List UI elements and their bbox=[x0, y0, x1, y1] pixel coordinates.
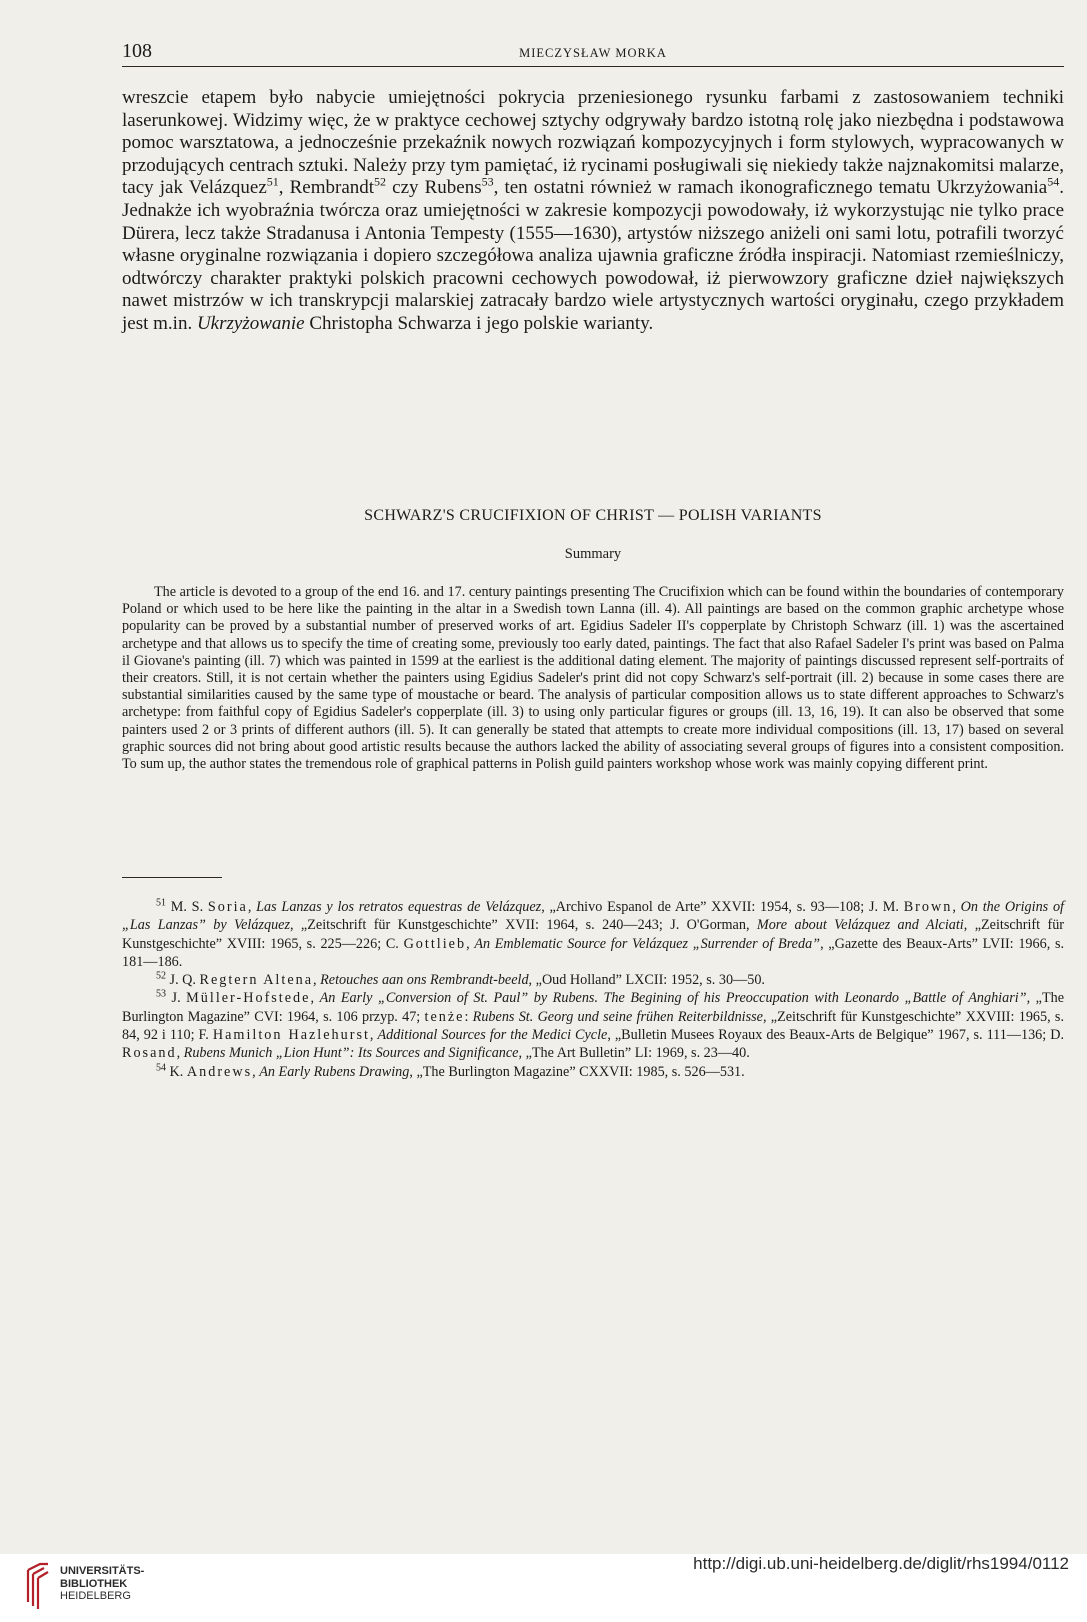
fn-title: Rubens St. Georg und seine frühen Reiterbildnisse bbox=[472, 1008, 763, 1025]
footnote-ref-54[interactable]: 54 bbox=[1047, 175, 1060, 190]
body-text-segment: wreszcie etapem było nabycie umiejętności pokrycia przeniesionego rysunku farbami z zastosowaniem techniki laserunkowej. Widzimy więc, że w praktyce cechowej sztychy odgrywały bardzo istotną rolę jako niezbędna i podstawowa pomoc warsztatowa, a jednocześnie przekaźnik nowych rozwiązań kompozycyjnych i form stylowych, wypracowanych w przodujących centrach sztuki. Należy przy tym pamiętać, iż rycinami posługiwali się niekiedy także najznakomitsi malarze, tacy jak Velázquez bbox=[122, 87, 1064, 199]
fn-title: An Early „Conversion of St. Paul” by Rubens. The Begining of his Preoccupation with Leonardo „Battle of Anghiari” bbox=[319, 990, 1027, 1007]
fn-text: , bbox=[252, 1063, 260, 1080]
library-name-line: BIBLIOTHEK bbox=[60, 1577, 128, 1590]
fn-author: Andrews bbox=[186, 1063, 253, 1080]
fn-text: , bbox=[247, 899, 257, 915]
fn-author: Müller-Hofstede bbox=[186, 990, 311, 1007]
body-text-segment: czy Rubens bbox=[386, 177, 482, 199]
body-text-segment: Christopha Schwarza i jego polskie warianty. bbox=[304, 312, 654, 334]
footnote-54 bbox=[122, 1063, 1064, 1081]
fn-title: More about Velázquez and Alciati bbox=[756, 917, 964, 934]
footnote-number: 54 bbox=[156, 1061, 166, 1073]
fn-text: , bbox=[745, 917, 757, 934]
footnote-divider bbox=[122, 877, 222, 878]
fn-title: Additional Sources for the Medici Cycle bbox=[377, 1027, 608, 1044]
fn-author: O'Gorman bbox=[686, 917, 746, 934]
footnotes bbox=[122, 898, 1064, 1081]
summary-heading: Summary bbox=[564, 546, 622, 562]
footnote-number: 53 bbox=[156, 988, 166, 1000]
library-name-line: UNIVERSITÄTS- bbox=[60, 1565, 145, 1577]
fn-author: Brown bbox=[903, 899, 953, 915]
fn-text: J. Q. bbox=[166, 972, 200, 989]
footnote-number: 52 bbox=[156, 970, 166, 982]
body-text-segment: , Rembrandt bbox=[278, 177, 375, 199]
library-name-line: HEIDELBERG bbox=[60, 1590, 131, 1602]
fn-text: , bbox=[310, 990, 320, 1007]
viewer-footer bbox=[0, 1554, 1087, 1622]
footnote-51 bbox=[122, 898, 1064, 971]
fn-title: An Early Rubens Drawing bbox=[259, 1063, 410, 1080]
fn-title: Retouches aan ons Rembrandt-beeld bbox=[320, 972, 529, 989]
fn-text: , „Gazette des Beaux-Arts” LVII: 1966, s. 181—186. bbox=[122, 935, 1065, 970]
footnote-ref-52[interactable]: 52 bbox=[374, 175, 387, 190]
fn-text: : bbox=[464, 1008, 473, 1025]
italic-title: Ukrzyżowanie bbox=[196, 312, 305, 334]
running-head: MIECZYSŁAW MORKA bbox=[519, 46, 667, 60]
fn-text: , „Archivo Espanol de Arte” XXVII: 1954, s. 93—108; J. M. bbox=[541, 899, 904, 915]
library-logo-icon bbox=[26, 1562, 50, 1610]
fn-title: On the Origins of „Las Lanzas” by Velázquez bbox=[122, 899, 1064, 934]
footnote-number: 51 bbox=[156, 897, 166, 909]
fn-title: Las Lanzas y los retratos equestras de Velázquez bbox=[256, 899, 542, 915]
fn-text: , „Zeitschrift für Kunstgeschichte” XVII: 1964, s. 240—243; J. bbox=[290, 917, 687, 934]
permalink-url[interactable]: http://digi.ub.uni-heidelberg.de/diglit/rhs1994/0112 bbox=[693, 1554, 1069, 1573]
fn-text: M. S. bbox=[166, 899, 208, 915]
summary-paragraph: The article is devoted to a group of the end 16. and 17. century paintings presenting The Crucifixion which can be found within the boundaries of contemporary Poland or which used to be here like the painting in the altar in a Swedish town Lanna (ill. 4). All paintings are based on the common graphic archetype whose popularity can be proved by a substantial number of preserved works of art. Egidius Sadeler II's copperplate by Christoph Schwarz (ill. 1) was the ascertained archetype and that allows us to specify the time of creating some, previously too early dated, paintings. The fact that also Rafael Sadeler I's print was based on Palma il Giovane's painting (ill. 7) which was painted in 1599 at the earliest is the additional dating element. The majority of paintings discussed represent self-portraits of their creators. Still, it is not certain whether the painters using Egidius Sadeler's print did not copy Schwarz's self-portrait (ill. 2) because in some cases there are substantial similarities caused by the same type of moustache or beard. The analysis of particular composition allows us to state different approaches to Schwarz's archetype: from faithful copy of Egidius Sadeler's copperplate (ill. 3) to using only particular figures or groups (ill. 13, 16, 19). It can also be observed that some painters used 2 or 3 prints of different authors (ill. 5). It can generally be stated that attempts to create more individual compositions (ill. 13, 17) based on several graphic sources did not bring about good artistic results because the authors lacked the ability of associating several groups of figures into a consistent composition. To sum up, the author states the tremendous role of graphical patterns in Polish guild painters workshop whose work was mainly copying different print. bbox=[122, 584, 1064, 773]
fn-text: , „Oud Holland” LXCII: 1952, s. 30—50. bbox=[528, 972, 765, 989]
fn-text: , bbox=[369, 1027, 378, 1044]
fn-text: , „The Art Bulletin” LI: 1969, s. 23—40. bbox=[518, 1045, 750, 1062]
footnote-ref-51[interactable]: 51 bbox=[266, 175, 279, 190]
fn-title: An Emblematic Source for Velázquez „Surrender of Breda” bbox=[474, 935, 821, 952]
fn-author: tenże bbox=[424, 1008, 465, 1025]
fn-author: Rosand bbox=[122, 1045, 177, 1062]
summary-section-title: SCHWARZ'S CRUCIFIXION OF CHRIST — POLISH VARIANTS bbox=[364, 507, 822, 524]
fn-text: , „Zeitschrift für Kunstgeschichte” XXVIII: 1965, s. 84, 92 i 110; F. bbox=[122, 1008, 1064, 1044]
fn-text: J. bbox=[166, 990, 187, 1007]
fn-author: Regtern Altena bbox=[199, 972, 314, 989]
fn-title: Rubens Munich „Lion Hunt”: Its Sources and Significance bbox=[183, 1045, 519, 1062]
footnote-ref-53[interactable]: 53 bbox=[481, 175, 494, 190]
fn-text: , „Zeitschrift für Kunstgeschichte” XVIII: 1965, s. 225—226; C. bbox=[122, 917, 1065, 952]
fn-text: , „The Burlington Magazine” CXXVII: 1985, s. 526—531. bbox=[409, 1063, 745, 1080]
body-text-segment: , ten ostatni również w ramach ikonograficznego tematu Ukrzyżowania bbox=[493, 177, 1048, 199]
fn-text: , „Bulletin Musees Royaux des Beaux-Arts de Belgique” 1967, s. 111—136; D. bbox=[607, 1027, 1064, 1044]
fn-text: , bbox=[952, 899, 961, 915]
page-number: 108 bbox=[122, 40, 152, 62]
fn-text: , bbox=[466, 935, 475, 952]
library-name bbox=[60, 1565, 144, 1603]
body-text-segment: . Jednakże ich wyobraźnia twórcza oraz umiejętności w zakresie kompozycji powodowały, iż wykorzystując nie tylko prace Dürera, lecz także Stradanusa i Antonia Tempesty (1555—1630), artystów niższego aniżeli oni sami lotu, potrafili tworzyć własne oryginalne rozwiązania i dopiero szczegółowa analiza ujawnia graficzne źródła inspiracji. Natomiast rzemieślniczy, odtwórczy charakter praktyki polskich pracowni cechowych powodował, iż pierwowzory graficzne dzieł największych nawet mistrzów w ich transkrypcji malarskiej zatracały bardzo wiele artystycznych wartości oryginału, czego przykładem jest m.in. bbox=[122, 177, 1064, 334]
body-paragraph bbox=[122, 87, 1064, 336]
fn-text: , „The Burlington Magazine” CVI: 1964, s. 106 przyp. 47; bbox=[122, 990, 1065, 1025]
footnote-53 bbox=[122, 989, 1064, 1062]
fn-author: Soria bbox=[207, 899, 248, 915]
page-header bbox=[122, 38, 1064, 67]
footnote-52 bbox=[122, 971, 1064, 989]
fn-author: Hamilton Hazlehurst bbox=[212, 1027, 370, 1044]
fn-text: , bbox=[313, 972, 321, 989]
fn-text: , bbox=[176, 1045, 184, 1062]
fn-author: Gottlieb bbox=[403, 935, 467, 952]
fn-text: K. bbox=[166, 1063, 187, 1080]
